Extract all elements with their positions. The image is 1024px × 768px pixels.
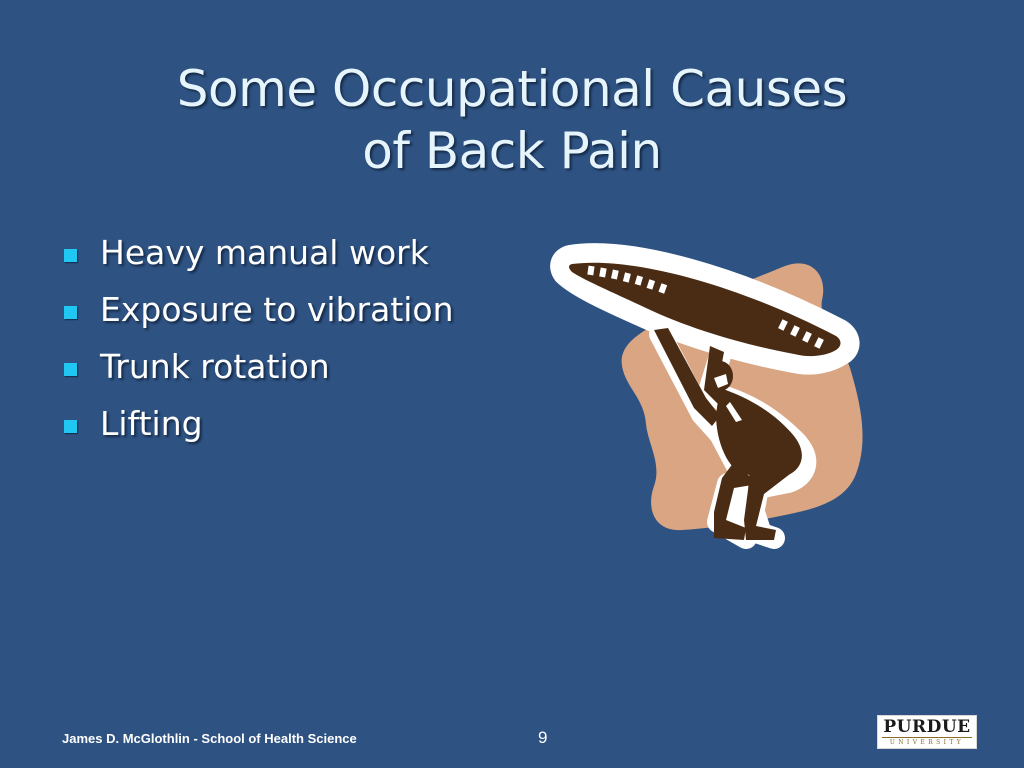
man-carrying-heavy-load-icon	[550, 238, 890, 568]
slide-number: 9	[538, 728, 548, 747]
bullet-item	[62, 285, 454, 342]
bullet-text: Heavy manual work	[100, 233, 429, 272]
square-bullet-icon	[64, 363, 77, 376]
title-line-2: of Back Pain	[362, 122, 662, 180]
title-line-1: Some Occupational Causes	[176, 60, 848, 118]
bullet-item	[62, 399, 454, 456]
square-bullet-icon	[64, 306, 77, 319]
logo-subtitle: UNIVERSITY	[882, 737, 972, 747]
bullet-text: Exposure to vibration	[100, 290, 454, 329]
logo-word: PURDUE	[883, 717, 971, 737]
square-bullet-icon	[64, 249, 77, 262]
square-bullet-icon	[64, 420, 77, 433]
bullet-item	[62, 228, 454, 285]
bullet-list	[62, 228, 454, 456]
slide-title	[0, 58, 1024, 182]
purdue-logo	[877, 715, 977, 749]
bullet-text: Lifting	[100, 404, 203, 443]
bullet-text: Trunk rotation	[100, 347, 330, 386]
bullet-item	[62, 342, 454, 399]
footer-author: James D. McGlothlin - School of Health Science	[62, 731, 357, 746]
